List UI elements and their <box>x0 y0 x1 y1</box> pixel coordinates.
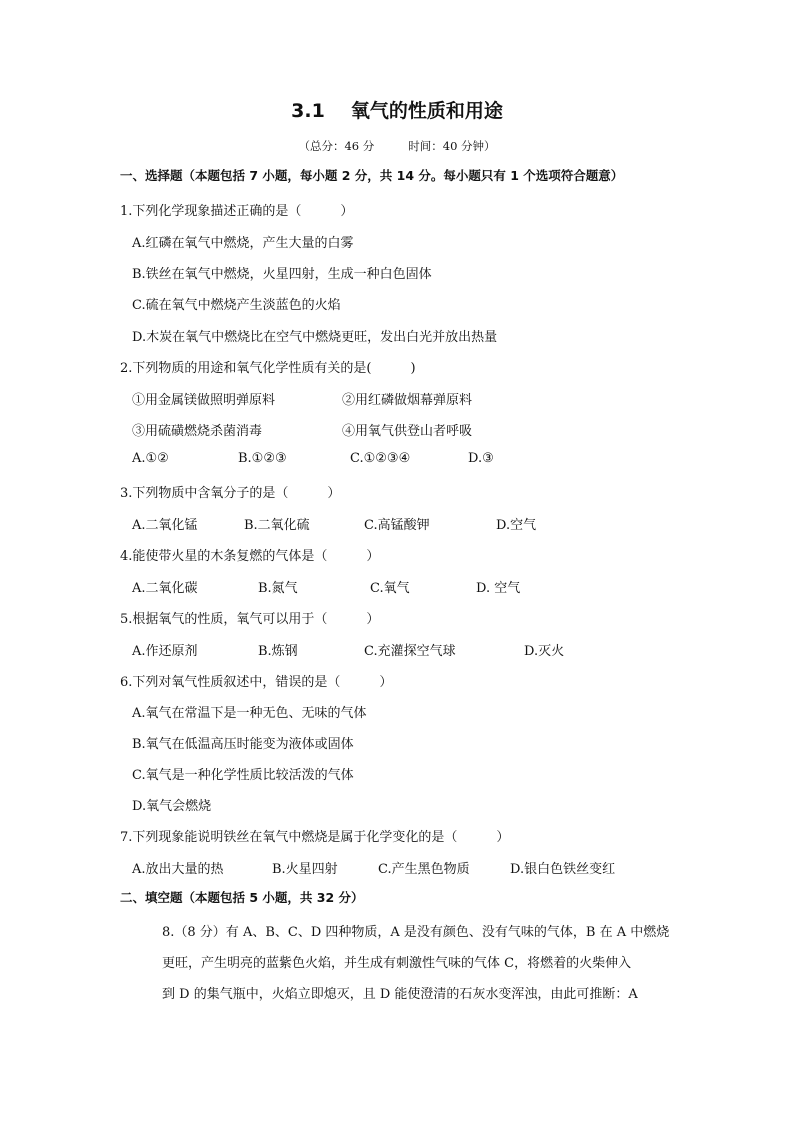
question-2-option-a: A.①② <box>132 451 169 466</box>
question-3-option-b: B.二氧化硫 <box>244 518 310 533</box>
question-3-option-a: A.二氧化锰 <box>132 518 198 533</box>
question-4-option-d: D. 空气 <box>476 581 521 596</box>
question-8-line-2: 更旺，产生明亮的蓝紫色火焰，并生成有刺激性气味的气体 C，将燃着的火柴伸入 <box>162 956 632 971</box>
page-title <box>0 96 794 123</box>
question-5-stem: 5.根据氧气的性质，氧气可以用于（ ） <box>120 612 380 627</box>
question-2-options <box>132 451 494 466</box>
question-7-option-b: B.火星四射 <box>272 862 338 877</box>
title-text: 氧气的性质和用途 <box>350 100 503 122</box>
question-1-option-a: A.红磷在氧气中燃烧，产生大量的白雾 <box>132 236 354 251</box>
question-1-stem: 1.下列化学现象描述正确的是（ ） <box>120 204 354 219</box>
question-4-stem: 4.能使带火星的木条复燃的气体是（ ） <box>120 549 380 564</box>
question-2-option-b: B.①②③ <box>238 451 287 466</box>
question-1-option-c: C.硫在氧气中燃烧产生淡蓝色的火焰 <box>132 298 341 313</box>
question-4-options <box>132 577 520 596</box>
question-8-line-3: 到 D 的集气瓶中，火焰立即熄灭，且 D 能使澄清的石灰水变浑浊，由此可推断：A <box>162 987 638 1002</box>
question-4-option-b: B.氮气 <box>258 581 298 596</box>
question-2-stem: 2.下列物质的用途和氧气化学性质有关的是( ) <box>120 361 416 376</box>
question-7-option-c: C.产生黑色物质 <box>378 862 470 877</box>
question-5-options <box>132 640 564 659</box>
section-heading-choice: 一、选择题（本题包括 7 小题，每小题 2 分，共 14 分。每小题只有 1 个选项符合题意） <box>120 168 624 183</box>
question-3-option-c: C.高锰酸钾 <box>364 518 430 533</box>
question-7-stem: 7.下列现象能说明铁丝在氧气中燃烧是属于化学变化的是（ ） <box>120 830 510 845</box>
time-limit: 时间：40 分钟） <box>408 139 496 153</box>
question-6-stem: 6.下列对氧气性质叙述中，错误的是（ ） <box>120 675 393 690</box>
question-2-item-4: ④用氧气供登山者呼吸 <box>342 424 473 439</box>
question-7-option-a: A.放出大量的热 <box>132 862 224 877</box>
section-number: 3.1 <box>291 100 325 122</box>
question-5-option-b: B.炼钢 <box>258 644 298 659</box>
exam-info <box>0 138 794 154</box>
question-4-option-c: C.氧气 <box>370 581 410 596</box>
section-heading-fill: 二、填空题（本题包括 5 小题，共 32 分） <box>120 890 364 905</box>
question-6-option-c: C.氧气是一种化学性质比较活泼的气体 <box>132 768 354 783</box>
question-8-line-1: 8.（8 分）有 A、B、C、D 四种物质，A 是没有颜色、没有气味的气体，B 在 A 中燃烧 <box>162 925 670 940</box>
question-2-item-2: ②用红磷做烟幕弹原料 <box>342 393 473 408</box>
question-6-option-b: B.氧气在低温高压时能变为液体或固体 <box>132 737 354 752</box>
question-6-option-d: D.氧气会燃烧 <box>132 799 212 814</box>
question-4-option-a: A.二氧化碳 <box>132 581 198 596</box>
question-5-option-c: C.充灌探空气球 <box>364 644 456 659</box>
question-3-stem: 3.下列物质中含氧分子的是（ ） <box>120 486 341 501</box>
question-3-option-d: D.空气 <box>496 518 537 533</box>
question-1-option-d: D.木炭在氧气中燃烧比在空气中燃烧更旺，发出白光并放出热量 <box>132 330 498 345</box>
question-5-option-d: D.灭火 <box>524 644 565 659</box>
question-2-items-row-2 <box>132 420 472 439</box>
question-2-item-3: ③用硫磺燃烧杀菌消毒 <box>132 424 263 439</box>
question-7-option-d: D.银白色铁丝变红 <box>510 862 616 877</box>
question-7-options <box>132 858 615 877</box>
question-2-items-row-1 <box>132 389 472 408</box>
question-3-options <box>132 514 536 533</box>
question-2-item-1: ①用金属镁做照明弹原料 <box>132 393 276 408</box>
question-5-option-a: A.作还原剂 <box>132 644 198 659</box>
question-2-option-c: C.①②③④ <box>350 451 411 466</box>
question-2-option-d: D.③ <box>468 451 494 466</box>
question-6-option-a: A.氧气在常温下是一种无色、无味的气体 <box>132 706 367 721</box>
total-score: （总分：46 分 <box>298 139 375 153</box>
question-1-option-b: B.铁丝在氧气中燃烧，火星四射，生成一种白色固体 <box>132 267 432 282</box>
